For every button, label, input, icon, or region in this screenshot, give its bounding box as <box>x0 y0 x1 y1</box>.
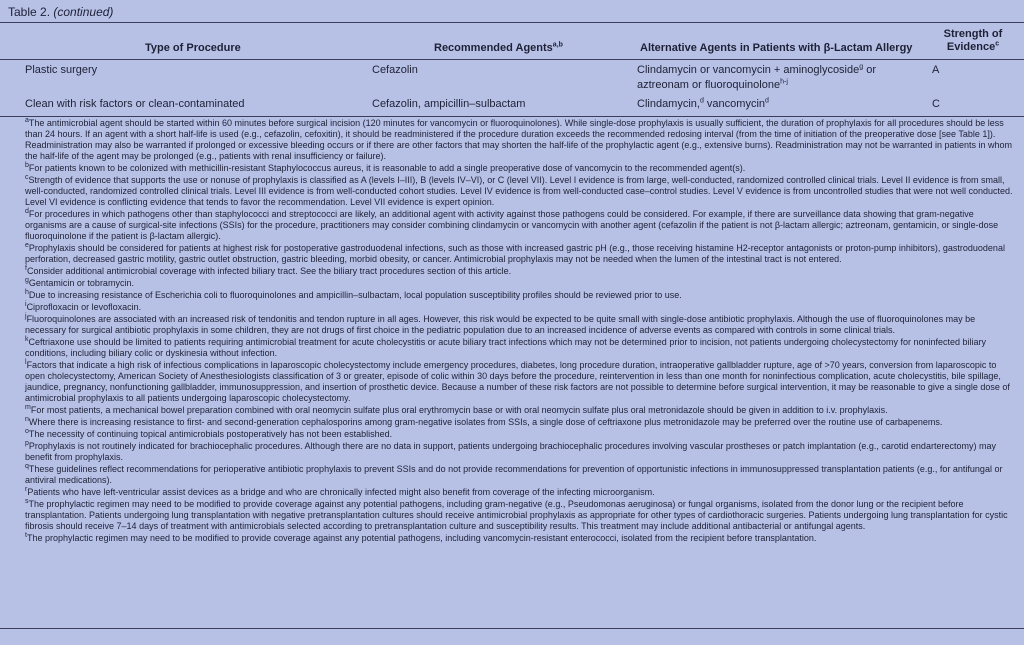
footnotes <box>25 118 1015 545</box>
footnote-p: $^p$Prophylaxis is not routinely indicated for brachiocephalic procedures. Although there are no data in support, patients undergoing brachiocephalic procedures involving vascular prostheses or patch implantation (e.g., carotid endarterectomy) may benefit from prophylaxis. <box>25 440 996 462</box>
header-top-rule <box>0 22 1024 23</box>
header-strength: Strength of Evidence$^c$ <box>943 28 1003 53</box>
header-agents: Recommended Agents$^{a,b}$ <box>434 41 563 54</box>
footnote-c: $^c$Strength of evidence that supports the use or nonuse of prophylaxis is classified as A (levels I–III), B (levels IV–VI), or C (level VII). Level I evidence is from large, well-conducted, randomized controlled clinical trials. Level II evidence is from small, well-conducted, randomized controlled clinical trials. Level III evidence is from well-conducted cohort studies. Level IV evidence is from well-conducted case–control studies. Level V evidence is from uncontrolled studies that were not well conducted. Level VI evidence is conflicting evidence that tends to favor the recommendation. Level VII evidence is expert opinion. <box>25 174 1013 207</box>
footnote-g: $^g$Gentamicin or tobramycin. <box>25 277 134 288</box>
footnote-r: $^r$Patients who have left-ventricular assist devices as a bridge and who are chronically infected might also benefit from coverage of the infecting microorganism. <box>25 486 655 497</box>
footnote-h: $^h$Due to increasing resistance of Escherichia coli to fluoroquinolones and ampicillin–sulbactam, local population susceptibility profiles should be reviewed prior to use. <box>25 289 682 300</box>
row2-alternative: Clindamycin,$^d$ vancomycin$^d$ <box>637 97 769 110</box>
row1-agents: Cefazolin <box>372 64 418 76</box>
footnote-f: $^f$Consider additional antimicrobial coverage with infected biliary tract. See the biliary tract procedures section of this article. <box>25 265 512 276</box>
row1-strength: A <box>932 64 940 76</box>
footnote-n: $^n$Where there is increasing resistance to first- and second-generation cephalosporins among gram-negative isolates from SSIs, a single dose of ceftriaxone plus metronidazole may be preferred over the routine use of carbapenems. <box>25 416 943 427</box>
table-title-label: Table 2. <box>8 5 51 19</box>
footnote-m: $^m$For most patients, a mechanical bowel preparation combined with oral neomycin sulfate plus oral erythromycin base or with oral neomycin sulfate plus oral metronidazole should be given in addition to i.v. prophylaxis. <box>25 404 888 415</box>
footnote-b: $^b$For patients known to be colonized with methicillin-resistant Staphylococcus aureus, it is reasonable to add a single preoperative dose of vancomycin to the recommended agent(s). <box>25 162 746 173</box>
table-end-rule <box>0 628 1024 629</box>
footnote-l: $^l$Factors that indicate a high risk of infectious complications in laparoscopic cholecystectomy include emergency procedures, diabetes, long procedure duration, intraoperative gallbladder rupture, age of >70 years, conversion from laparoscopic to open cholecystectomy, American Society of Anesthesiologists classification of 3 or greater, episode of colic within 30 days before the procedure, reintervention in less than one month for noninfectious complication, acute cholecystitis, bile spillage, jaundice, pregnancy, nonfunctioning gallbladder, immunosuppression, and insertion of prosthetic device. Because a number of these risk factors are not possible to determine before surgical intervention, it may be reasonable to give a single dose of antimicrobial prophylaxis to all patients undergoing laparoscopic cholecystectomy. <box>25 359 1010 403</box>
footnote-o: $^o$The necessity of continuing topical antimicrobials postoperatively has not been established. <box>25 428 393 439</box>
footnote-q: $^q$These guidelines reflect recommendations for perioperative antibiotic prophylaxis to prevent SSIs and do not provide recommendations for prevention of opportunistic infections in immunosuppressed transplantation patients (e.g., for antifungal or antiviral medications). <box>25 463 1003 485</box>
row2-strength: C <box>932 98 940 110</box>
footnote-e: $^e$Prophylaxis should be considered for patients at highest risk for postoperative gastroduodenal infections, such as those with increased gastric pH (e.g., those receiving histamine H2-receptor antagonists or proton-pump inhibitors), gastroduodenal perforation, decreased gastric motility, gastric outlet obstruction, gastric bleeding, morbid obesity, or cancer. Antimicrobial prophylaxis may not be needed when the lumen of the intestinal tract is not entered. <box>25 242 1005 264</box>
row1-procedure: Plastic surgery <box>25 64 98 76</box>
table-title <box>8 5 113 19</box>
rows-bottom-rule <box>0 116 1024 117</box>
footnote-i: $^i$Ciprofloxacin or levofloxacin. <box>25 301 142 312</box>
footnote-s: $^s$The prophylactic regimen may need to be modified to provide coverage against any potential pathogens, including gram-negative (e.g., Pseudomonas aeruginosa) or fungal organisms, isolated from the donor lung or the recipient before transplantation. Patients undergoing lung transplantation with negative pretransplantation cultures should receive antimicrobial prophylaxis as appropriate for other types of cardiothoracic surgeries. Patients undergoing lung transplantation for cystic fibrosis should receive 7–14 days of treatment with antimicrobials selected according to pretransplantation culture and susceptibility results. This treatment may include additional antibacterial or antifungal agents. <box>25 498 1008 531</box>
footnote-k: $^k$Ceftriaxone use should be limited to patients requiring antimicrobial treatment for acute cholecystitis or acute biliary tract infections which may not be determined prior to incision, not patients undergoing cholecystectomy for noninfected biliary conditions, including biliary colic or dyskinesia without infection. <box>25 336 986 358</box>
header-procedure: Type of Procedure <box>145 42 241 54</box>
footnote-j: $^j$Fluoroquinolones are associated with an increased risk of tendonitis and tendon rupture in all ages. However, this risk would be expected to be quite small with single-dose antibiotic prophylaxis. Although the use of fluoroquinolones may be necessary for surgical antibiotic prophylaxis in some children, they are not drugs of first choice in the pediatric population due to an increased incidence of adverse events as compared with controls in some clinical trials. <box>25 313 976 335</box>
row1-alternative: Clindamycin or vancomycin + aminoglycoside$^g$ or aztreonam or fluoroquinolone$^{h-j}$ <box>637 63 876 91</box>
row2-procedure: Clean with risk factors or clean-contaminated <box>25 98 245 110</box>
row2-agents: Cefazolin, ampicillin–sulbactam <box>372 98 526 110</box>
table-title-suffix: (continued) <box>53 5 114 19</box>
header-alternative: Alternative Agents in Patients with β-Lactam Allergy <box>640 42 913 54</box>
footnote-a: $^a$The antimicrobial agent should be started within 60 minutes before surgical incision (120 minutes for vancomycin or fluoroquinolones). While single-dose prophylaxis is usually sufficient, the duration of prophylaxis for all procedures should be less than 24 hours. If an agent with a short half-life is used (e.g., cefazolin, cefoxitin), it should be readministered if the procedure duration exceeds the recommended redosing interval (from the time of initiation of the preoperative dose [see Table 1]). Readministration may also be warranted if prolonged or excessive bleeding occurs or if there are other factors that may shorten the half-life of the prophylactic agent (e.g., extensive burns). Readministration may not be warranted in patients in whom the half-life of the agent may be prolonged (e.g., patients with renal insufficiency or failure). <box>25 117 1013 161</box>
footnote-d: $^d$For procedures in which pathogens other than staphylococci and streptococci are likely, an additional agent with activity against those pathogens could be considered. For example, if there are surveillance data showing that gram-negative organisms are a cause of surgical-site infections (SSIs) for the procedure, practitioners may consider combining clindamycin or vancomycin with another agent (cefazolin if the patient is not β-lactam allergic; aztreonam, gentamicin, or single-dose fluoroquinolone if the patient is β-lactam allergic). <box>25 208 999 241</box>
footnote-t: $^t$The prophylactic regimen may need to be modified to provide coverage against any potential pathogens, including vancomycin-resistant enterococci, isolated from the recipient before transplantation. <box>25 532 817 543</box>
header-bottom-rule <box>0 59 1024 60</box>
